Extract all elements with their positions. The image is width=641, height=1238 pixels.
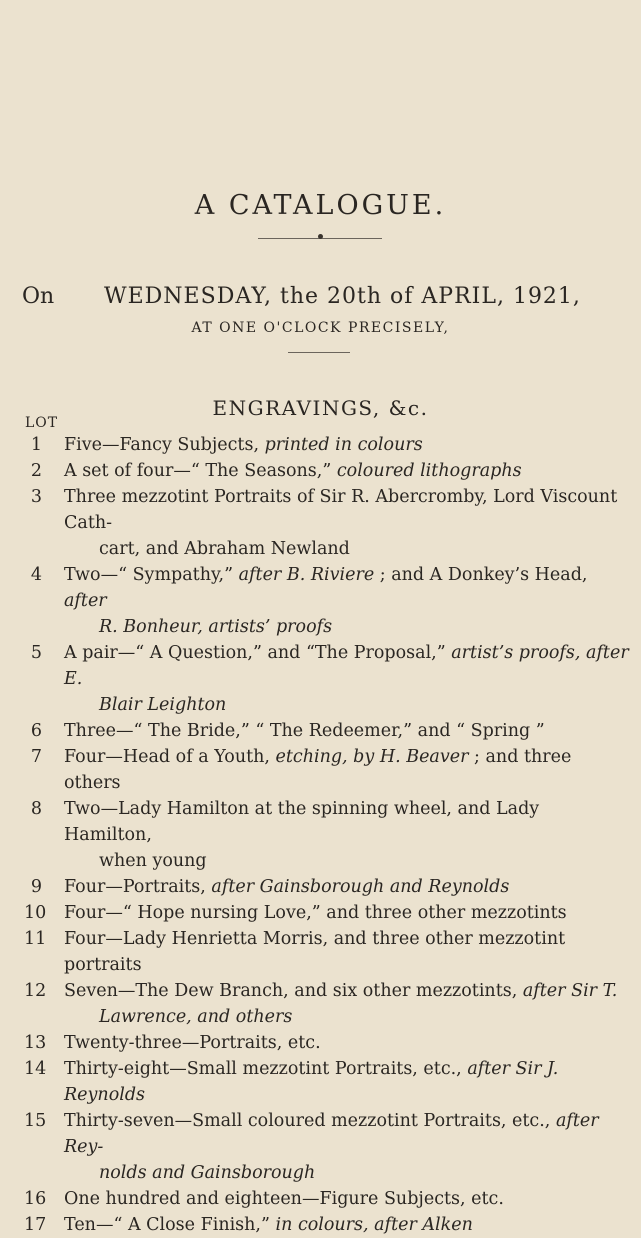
lot-description-line: Four—“ Hope nursing Love,” and three other mezzotints [64, 903, 567, 923]
lot-number: 3 [30, 487, 42, 507]
lot-description [64, 458, 629, 484]
lot-description-line: Five—Fancy Subjects, printed in colours [64, 435, 423, 455]
lot-item [0, 900, 641, 926]
lot-item [0, 432, 641, 458]
lot-description [64, 484, 629, 562]
lot-item [0, 1056, 641, 1108]
lot-description [64, 926, 629, 978]
lot-description-line: One hundred and eighteen—Figure Subjects, etc. [64, 1189, 504, 1209]
lot-item [0, 458, 641, 484]
lot-number: 9 [30, 877, 42, 897]
time-rule [288, 352, 350, 353]
lot-description-continuation: Lawrence, and others [99, 1007, 293, 1027]
sale-date: WEDNESDAY, the 20th of APRIL, 1921, [104, 284, 581, 309]
lot-item [0, 1212, 641, 1238]
lot-description-line: Thirty-eight—Small mezzotint Portraits, etc., after Sir J. Reynolds [64, 1059, 559, 1105]
lot-description-line: Four—Lady Henrietta Morris, and three other mezzotint portraits [64, 929, 566, 975]
lot-number: 11 [24, 929, 47, 949]
lot-number: 6 [30, 721, 42, 741]
lot-number: 7 [30, 747, 42, 767]
lot-description-continuation: nolds and Gainsborough [99, 1163, 316, 1183]
rule-ornament-dot [318, 234, 323, 239]
lot-item [0, 1186, 641, 1212]
lot-description-line: Ten—“ A Close Finish,” in colours, after Alken [64, 1215, 473, 1235]
lot-description [64, 978, 629, 1030]
lot-description [64, 1186, 629, 1212]
lot-item [0, 1108, 641, 1186]
lot-description-line: Twenty-three—Portraits, etc. [64, 1033, 321, 1053]
lot-item [0, 926, 641, 978]
lot-number: 17 [24, 1215, 47, 1235]
lot-description [64, 718, 629, 744]
lot-description-line: Three mezzotint Portraits of Sir R. Abercromby, Lord Viscount Cath- [64, 487, 618, 533]
lot-number: 12 [24, 981, 47, 1001]
lot-description [64, 562, 629, 640]
lot-number: 13 [24, 1033, 47, 1053]
lot-number: 14 [24, 1059, 47, 1079]
lot-description-line: Four—Portraits, after Gainsborough and Reynolds [64, 877, 510, 897]
lot-description-continuation: R. Bonheur, artists’ proofs [99, 617, 333, 637]
lot-description-line: A set of four—“ The Seasons,” coloured lithographs [64, 461, 522, 481]
lot-number: 10 [24, 903, 47, 923]
lot-item [0, 484, 641, 562]
lot-number: 16 [24, 1189, 47, 1209]
lot-number: 4 [30, 565, 42, 585]
lot-description [64, 874, 629, 900]
lot-description-line: Three—“ The Bride,” “ The Redeemer,” and “ Spring ” [64, 721, 545, 741]
lot-number: 1 [30, 435, 42, 455]
lot-item [0, 640, 641, 718]
lot-item [0, 978, 641, 1030]
catalogue-title: A CATALOGUE. [194, 190, 447, 221]
lot-description-continuation: Blair Leighton [99, 695, 227, 715]
lot-number: 2 [30, 461, 42, 481]
lot-description [64, 1056, 629, 1108]
lot-description [64, 1108, 629, 1186]
lot-list [0, 432, 641, 1238]
lot-description [64, 900, 629, 926]
lot-description-continuation: cart, and Abraham Newland [99, 539, 350, 559]
lot-number: 8 [30, 799, 42, 819]
lot-item [0, 744, 641, 796]
lot-description-line: Four—Head of a Youth, etching, by H. Beaver ; and three others [64, 747, 572, 793]
lot-description-continuation: when young [99, 851, 207, 871]
lot-item [0, 718, 641, 744]
section-title: ENGRAVINGS, &c. [212, 396, 429, 420]
lot-description [64, 796, 629, 874]
lot-description-line: Two—Lady Hamilton at the spinning wheel, and Lady Hamilton, [64, 799, 540, 845]
lot-number: 15 [24, 1111, 47, 1131]
lot-item [0, 874, 641, 900]
lot-description [64, 1030, 629, 1056]
lot-description [64, 1212, 629, 1238]
lot-description [64, 744, 629, 796]
lot-description-line: Seven—The Dew Branch, and six other mezzotints, after Sir T. [64, 981, 618, 1001]
lot-item [0, 1030, 641, 1056]
sale-time: AT ONE O'CLOCK PRECISELY, [191, 320, 450, 336]
lot-description-line: A pair—“ A Question,” and “The Proposal,” artist’s proofs, after E. [64, 643, 629, 689]
lot-description [64, 640, 629, 718]
lot-description-line: Two—“ Sympathy,” after B. Riviere ; and A Donkey’s Head, after [64, 565, 588, 611]
lot-description-line: Thirty-seven—Small coloured mezzotint Portraits, etc., after Rey- [64, 1111, 599, 1157]
lot-description [64, 432, 629, 458]
lot-item [0, 562, 641, 640]
on-label: On [22, 284, 55, 309]
lot-number: 5 [30, 643, 42, 663]
lot-item [0, 796, 641, 874]
lot-column-label: LOT [25, 415, 59, 431]
